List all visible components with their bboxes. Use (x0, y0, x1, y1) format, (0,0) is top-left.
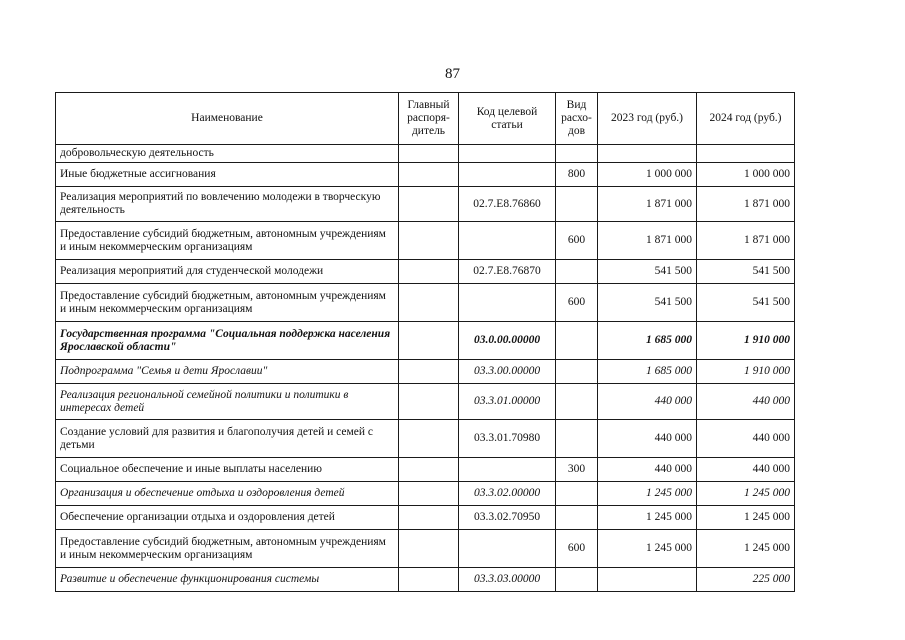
cell-main-admin (399, 530, 459, 568)
cell-amount-2024: 440 000 (697, 420, 795, 458)
cell-amount-2024: 1 910 000 (697, 322, 795, 360)
cell-amount-2024: 1 245 000 (697, 506, 795, 530)
table-row (56, 384, 795, 420)
cell-expense-type (556, 482, 598, 506)
cell-main-admin (399, 322, 459, 360)
cell-main-admin (399, 506, 459, 530)
cell-name: Реализация региональной семейной политики и политики в интересах детей (56, 384, 399, 420)
table-row (56, 482, 795, 506)
cell-main-admin (399, 360, 459, 384)
cell-name: Предоставление субсидий бюджетным, автономным учреждениям и иным некоммерческим организациям (56, 222, 399, 260)
cell-amount-2023 (598, 145, 697, 163)
table-body (56, 145, 795, 592)
cell-expense-type (556, 187, 598, 222)
cell-expense-type (556, 384, 598, 420)
cell-expense-type: 300 (556, 458, 598, 482)
cell-amount-2024: 1 245 000 (697, 482, 795, 506)
header-name: Наименование (56, 93, 399, 145)
cell-target-code: 03.3.02.70950 (459, 506, 556, 530)
table-row (56, 568, 795, 592)
cell-expense-type (556, 260, 598, 284)
table-row (56, 360, 795, 384)
cell-amount-2024: 541 500 (697, 260, 795, 284)
cell-name: Государственная программа "Социальная поддержка населения Ярославской области" (56, 322, 399, 360)
cell-name: Реализация мероприятий по вовлечению молодежи в творческую деятельность (56, 187, 399, 222)
header-target-code: Код целевой статьи (459, 93, 556, 145)
cell-amount-2024 (697, 145, 795, 163)
cell-amount-2023: 440 000 (598, 458, 697, 482)
table-row (56, 260, 795, 284)
cell-target-code: 03.0.00.00000 (459, 322, 556, 360)
header-expense-type: Вид расхо-дов (556, 93, 598, 145)
cell-target-code (459, 284, 556, 322)
cell-amount-2024: 541 500 (697, 284, 795, 322)
cell-expense-type (556, 322, 598, 360)
table-row (56, 187, 795, 222)
cell-amount-2024: 1 871 000 (697, 187, 795, 222)
cell-main-admin (399, 187, 459, 222)
cell-target-code: 03.3.01.00000 (459, 384, 556, 420)
cell-amount-2024: 440 000 (697, 384, 795, 420)
cell-name: Предоставление субсидий бюджетным, автономным учреждениям и иным некоммерческим организациям (56, 284, 399, 322)
cell-name: Обеспечение организации отдыха и оздоровления детей (56, 506, 399, 530)
cell-main-admin (399, 260, 459, 284)
cell-target-code (459, 458, 556, 482)
cell-target-code (459, 163, 556, 187)
cell-name: Предоставление субсидий бюджетным, автономным учреждениям и иным некоммерческим организациям (56, 530, 399, 568)
cell-name: Организация и обеспечение отдыха и оздоровления детей (56, 482, 399, 506)
cell-amount-2023: 1 871 000 (598, 187, 697, 222)
cell-amount-2023: 1 685 000 (598, 360, 697, 384)
cell-amount-2024: 1 245 000 (697, 530, 795, 568)
cell-name: Иные бюджетные ассигнования (56, 163, 399, 187)
cell-target-code: 02.7.Е8.76870 (459, 260, 556, 284)
cell-main-admin (399, 284, 459, 322)
cell-main-admin (399, 568, 459, 592)
cell-main-admin (399, 384, 459, 420)
table-row (56, 163, 795, 187)
cell-amount-2023: 1 685 000 (598, 322, 697, 360)
table-row (56, 530, 795, 568)
cell-name: Развитие и обеспечение функционирования системы (56, 568, 399, 592)
cell-amount-2023: 1 871 000 (598, 222, 697, 260)
cell-amount-2024: 225 000 (697, 568, 795, 592)
cell-main-admin (399, 420, 459, 458)
cell-expense-type (556, 360, 598, 384)
cell-expense-type: 600 (556, 530, 598, 568)
cell-name: Подпрограмма "Семья и дети Ярославии" (56, 360, 399, 384)
header-year-2023: 2023 год (руб.) (598, 93, 697, 145)
table-header-row (56, 93, 795, 145)
cell-expense-type: 800 (556, 163, 598, 187)
header-main-admin: Главный распоря-дитель (399, 93, 459, 145)
cell-amount-2023: 1 245 000 (598, 530, 697, 568)
cell-amount-2023: 440 000 (598, 420, 697, 458)
cell-target-code (459, 145, 556, 163)
table-row (56, 322, 795, 360)
table-row (56, 420, 795, 458)
cell-target-code: 02.7.Е8.76860 (459, 187, 556, 222)
budget-table (55, 92, 795, 592)
cell-name: Социальное обеспечение и иные выплаты населению (56, 458, 399, 482)
cell-name: Реализация мероприятий для студенческой молодежи (56, 260, 399, 284)
cell-expense-type (556, 420, 598, 458)
table-row (56, 145, 795, 163)
cell-main-admin (399, 482, 459, 506)
cell-expense-type (556, 145, 598, 163)
cell-amount-2023: 541 500 (598, 284, 697, 322)
cell-amount-2024: 1 910 000 (697, 360, 795, 384)
cell-target-code: 03.3.00.00000 (459, 360, 556, 384)
header-year-2024: 2024 год (руб.) (697, 93, 795, 145)
cell-target-code: 03.3.03.00000 (459, 568, 556, 592)
cell-target-code (459, 222, 556, 260)
cell-main-admin (399, 145, 459, 163)
cell-amount-2023: 1 245 000 (598, 482, 697, 506)
cell-amount-2024: 1 000 000 (697, 163, 795, 187)
cell-amount-2023: 1 245 000 (598, 506, 697, 530)
cell-amount-2023: 1 000 000 (598, 163, 697, 187)
cell-amount-2023 (598, 568, 697, 592)
cell-main-admin (399, 163, 459, 187)
page-number: 87 (445, 66, 460, 82)
cell-target-code: 03.3.01.70980 (459, 420, 556, 458)
cell-target-code: 03.3.02.00000 (459, 482, 556, 506)
cell-amount-2023: 440 000 (598, 384, 697, 420)
cell-target-code (459, 530, 556, 568)
cell-amount-2023: 541 500 (598, 260, 697, 284)
cell-expense-type: 600 (556, 222, 598, 260)
cell-main-admin (399, 222, 459, 260)
cell-expense-type: 600 (556, 284, 598, 322)
table-row (56, 506, 795, 530)
cell-expense-type (556, 506, 598, 530)
cell-amount-2024: 1 871 000 (697, 222, 795, 260)
cell-amount-2024: 440 000 (697, 458, 795, 482)
cell-name: Создание условий для развития и благополучия детей и семей с детьми (56, 420, 399, 458)
cell-expense-type (556, 568, 598, 592)
cell-name: добровольческую деятельность (56, 145, 399, 163)
table-row (56, 284, 795, 322)
table-row (56, 458, 795, 482)
table-row (56, 222, 795, 260)
cell-main-admin (399, 458, 459, 482)
